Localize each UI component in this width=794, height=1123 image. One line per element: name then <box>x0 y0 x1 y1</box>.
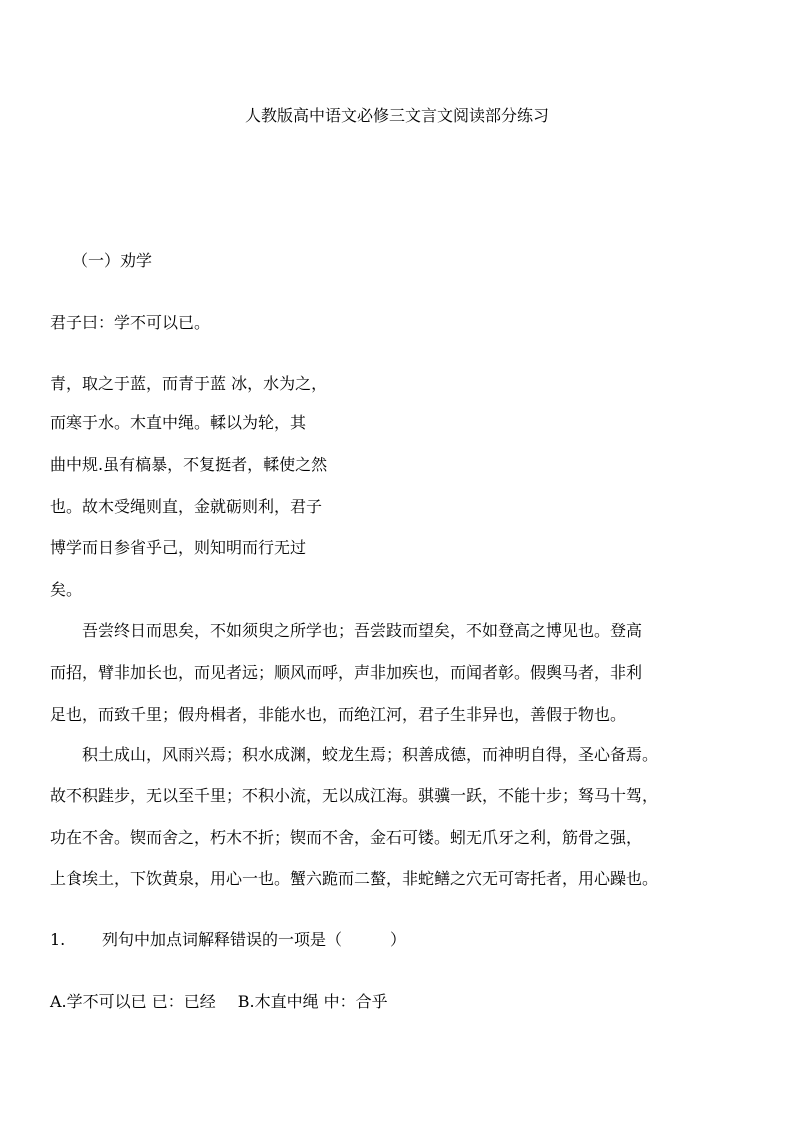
answer-options <box>50 992 388 1012</box>
verse-line: 曲中规.虽有槁暴，不复挺者，輮使之然 <box>50 455 328 474</box>
option-b: B.木直中绳 中：合乎 <box>237 992 388 1011</box>
paragraph-line: 吾尝终日而思矣，不如须臾之所学也；吾尝跂而望矣，不如登高之博见也。登高 <box>50 621 643 640</box>
section-heading: （一）劝学 <box>72 251 153 270</box>
paragraph-line: 而招，臂非加长也，而见者远；顺风而呼，声非加疾也，而闻者彰。假舆马者，非利 <box>50 663 643 682</box>
verse-line: 博学而日参省乎己，则知明而行无过 <box>50 538 307 557</box>
paragraph-line: 功在不舍。锲而舍之，朽木不折；锲而不舍，金石可镂。蚓无爪牙之利，筋骨之强， <box>50 828 643 847</box>
verse-line: 矣。 <box>50 580 83 599</box>
verse-line: 而寒于水。木直中绳。輮以为轮，其 <box>50 413 307 432</box>
question-text: 列句中加点词解释错误的一项是（ ） <box>102 930 407 949</box>
paragraph-line: 故不积跬步，无以至千里；不积小流，无以成江海。骐骥一跃，不能十步；驽马十驾， <box>50 786 659 805</box>
paragraph-line: 足也，而致千里；假舟楫者，非能水也，而绝江河，君子生非异也，善假于物也。 <box>50 705 627 724</box>
option-a: A.学不可以已 已：已经 <box>50 992 216 1011</box>
intro-line: 君子曰：学不可以已。 <box>50 313 211 332</box>
verse-line: 也。故木受绳则直，金就砺则利，君子 <box>50 497 323 516</box>
question-number: 1. <box>50 930 66 949</box>
paragraph-line: 积土成山，风雨兴焉；积水成渊，蛟龙生焉；积善成德，而神明自得，圣心备焉。 <box>50 745 659 764</box>
paragraph-line: 上食埃土，下饮黄泉，用心一也。蟹六跪而二螯，非蛇鳝之穴无可寄托者，用心躁也。 <box>50 869 659 888</box>
verse-line: 青，取之于蓝，而青于蓝 冰，水为之， <box>50 374 328 393</box>
question-1 <box>50 930 406 950</box>
page-title: 人教版高中语文必修三文言文阅读部分练习 <box>244 106 549 125</box>
